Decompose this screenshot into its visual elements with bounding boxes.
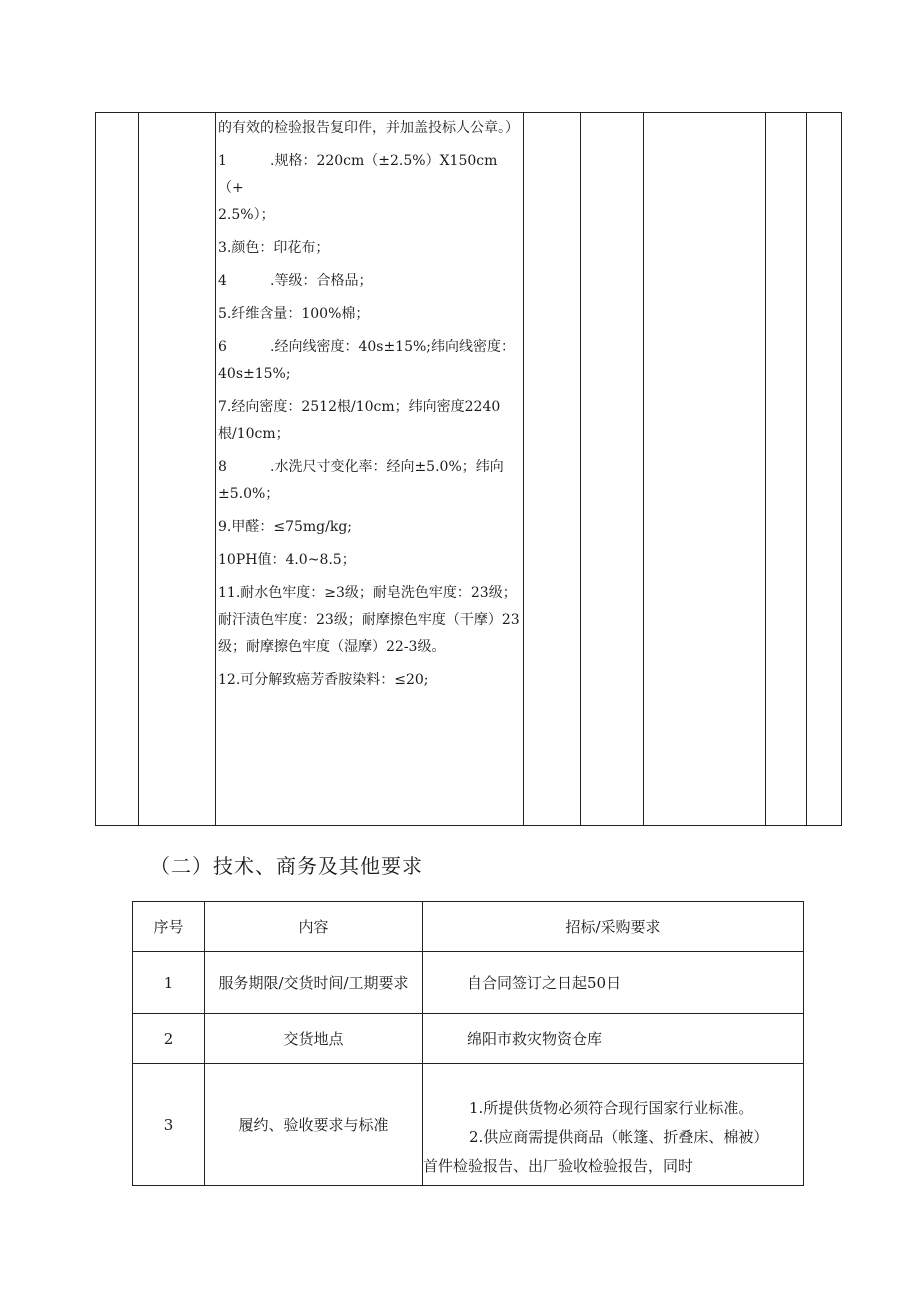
spec-line: 9.甲醛：≤75mg/kg; — [218, 519, 353, 535]
spec-line: 12.可分解致癌芳香胺染料：≤20; — [218, 672, 429, 688]
spec-col-7 — [766, 113, 807, 826]
table-header-row — [133, 902, 804, 952]
header-requirement: 招标/采购要求 — [423, 902, 804, 952]
requirements-table — [132, 901, 804, 1186]
spec-col-5 — [581, 113, 644, 826]
header-no: 序号 — [133, 902, 205, 952]
spec-line: 的有效的检验报告复印件，并加盖投标人公章。） — [218, 120, 519, 136]
spec-col-8 — [807, 113, 842, 826]
spec-line: 1 .规格：220cm（±2.5%）X150cm（+ 2.5%）； — [218, 153, 498, 223]
requirement-line: 首件检验报告、出厂验收检验报告，同时 — [423, 1157, 694, 1175]
spec-col-6 — [644, 113, 766, 826]
spec-col-4 — [524, 113, 581, 826]
spec-description-cell — [216, 113, 524, 826]
row-requirement — [423, 1064, 804, 1186]
spec-line: 5.纤维含量：100%棉； — [218, 306, 370, 322]
spec-line: 8 .水洗尺寸变化率：经向±5.0%；纬向±5.0%； — [218, 459, 504, 502]
row-requirement: 自合同签订之日起50日 — [423, 952, 804, 1014]
row-requirement: 绵阳市救灾物资仓库 — [423, 1014, 804, 1064]
row-content: 履约、验收要求与标准 — [205, 1064, 423, 1186]
spec-line: 10PH值：4.0~8.5； — [218, 552, 356, 568]
spec-line: 7.经向密度：2512根/10cm；纬向密度2240根/10cm； — [218, 399, 501, 442]
spec-col-2 — [139, 113, 216, 826]
header-content: 内容 — [205, 902, 423, 952]
spec-line: 6 .经向线密度：40s±15%;纬向线密度：40s±15%; — [218, 339, 516, 382]
requirement-line: 1.所提供货物必须符合现行国家行业标准。 — [469, 1099, 754, 1117]
row-no: 2 — [133, 1014, 205, 1064]
spec-line: 4 .等级：合格品； — [218, 273, 373, 289]
spec-line: 11.耐水色牢度：≥3级；耐皂洗色牢度：23级；耐汗渍色牢度：23级；耐摩擦色牢度（干摩）23级；耐摩擦色牢度（湿摩）22-3级。 — [218, 585, 520, 655]
row-content: 服务期限/交货时间/工期要求 — [205, 952, 423, 1014]
table-row — [133, 1014, 804, 1064]
table-row — [133, 952, 804, 1014]
row-no: 3 — [133, 1064, 205, 1186]
table-row — [133, 1064, 804, 1186]
section-heading: （二）技术、商务及其他要求 — [150, 854, 423, 878]
spec-col-1 — [96, 113, 139, 826]
row-content: 交货地点 — [205, 1014, 423, 1064]
spec-line: 3.颜色：印花布； — [218, 240, 330, 256]
row-no: 1 — [133, 952, 205, 1014]
requirement-line: 2.供应商需提供商品（帐篷、折叠床、棉被） — [469, 1128, 769, 1146]
spec-table — [95, 112, 842, 826]
